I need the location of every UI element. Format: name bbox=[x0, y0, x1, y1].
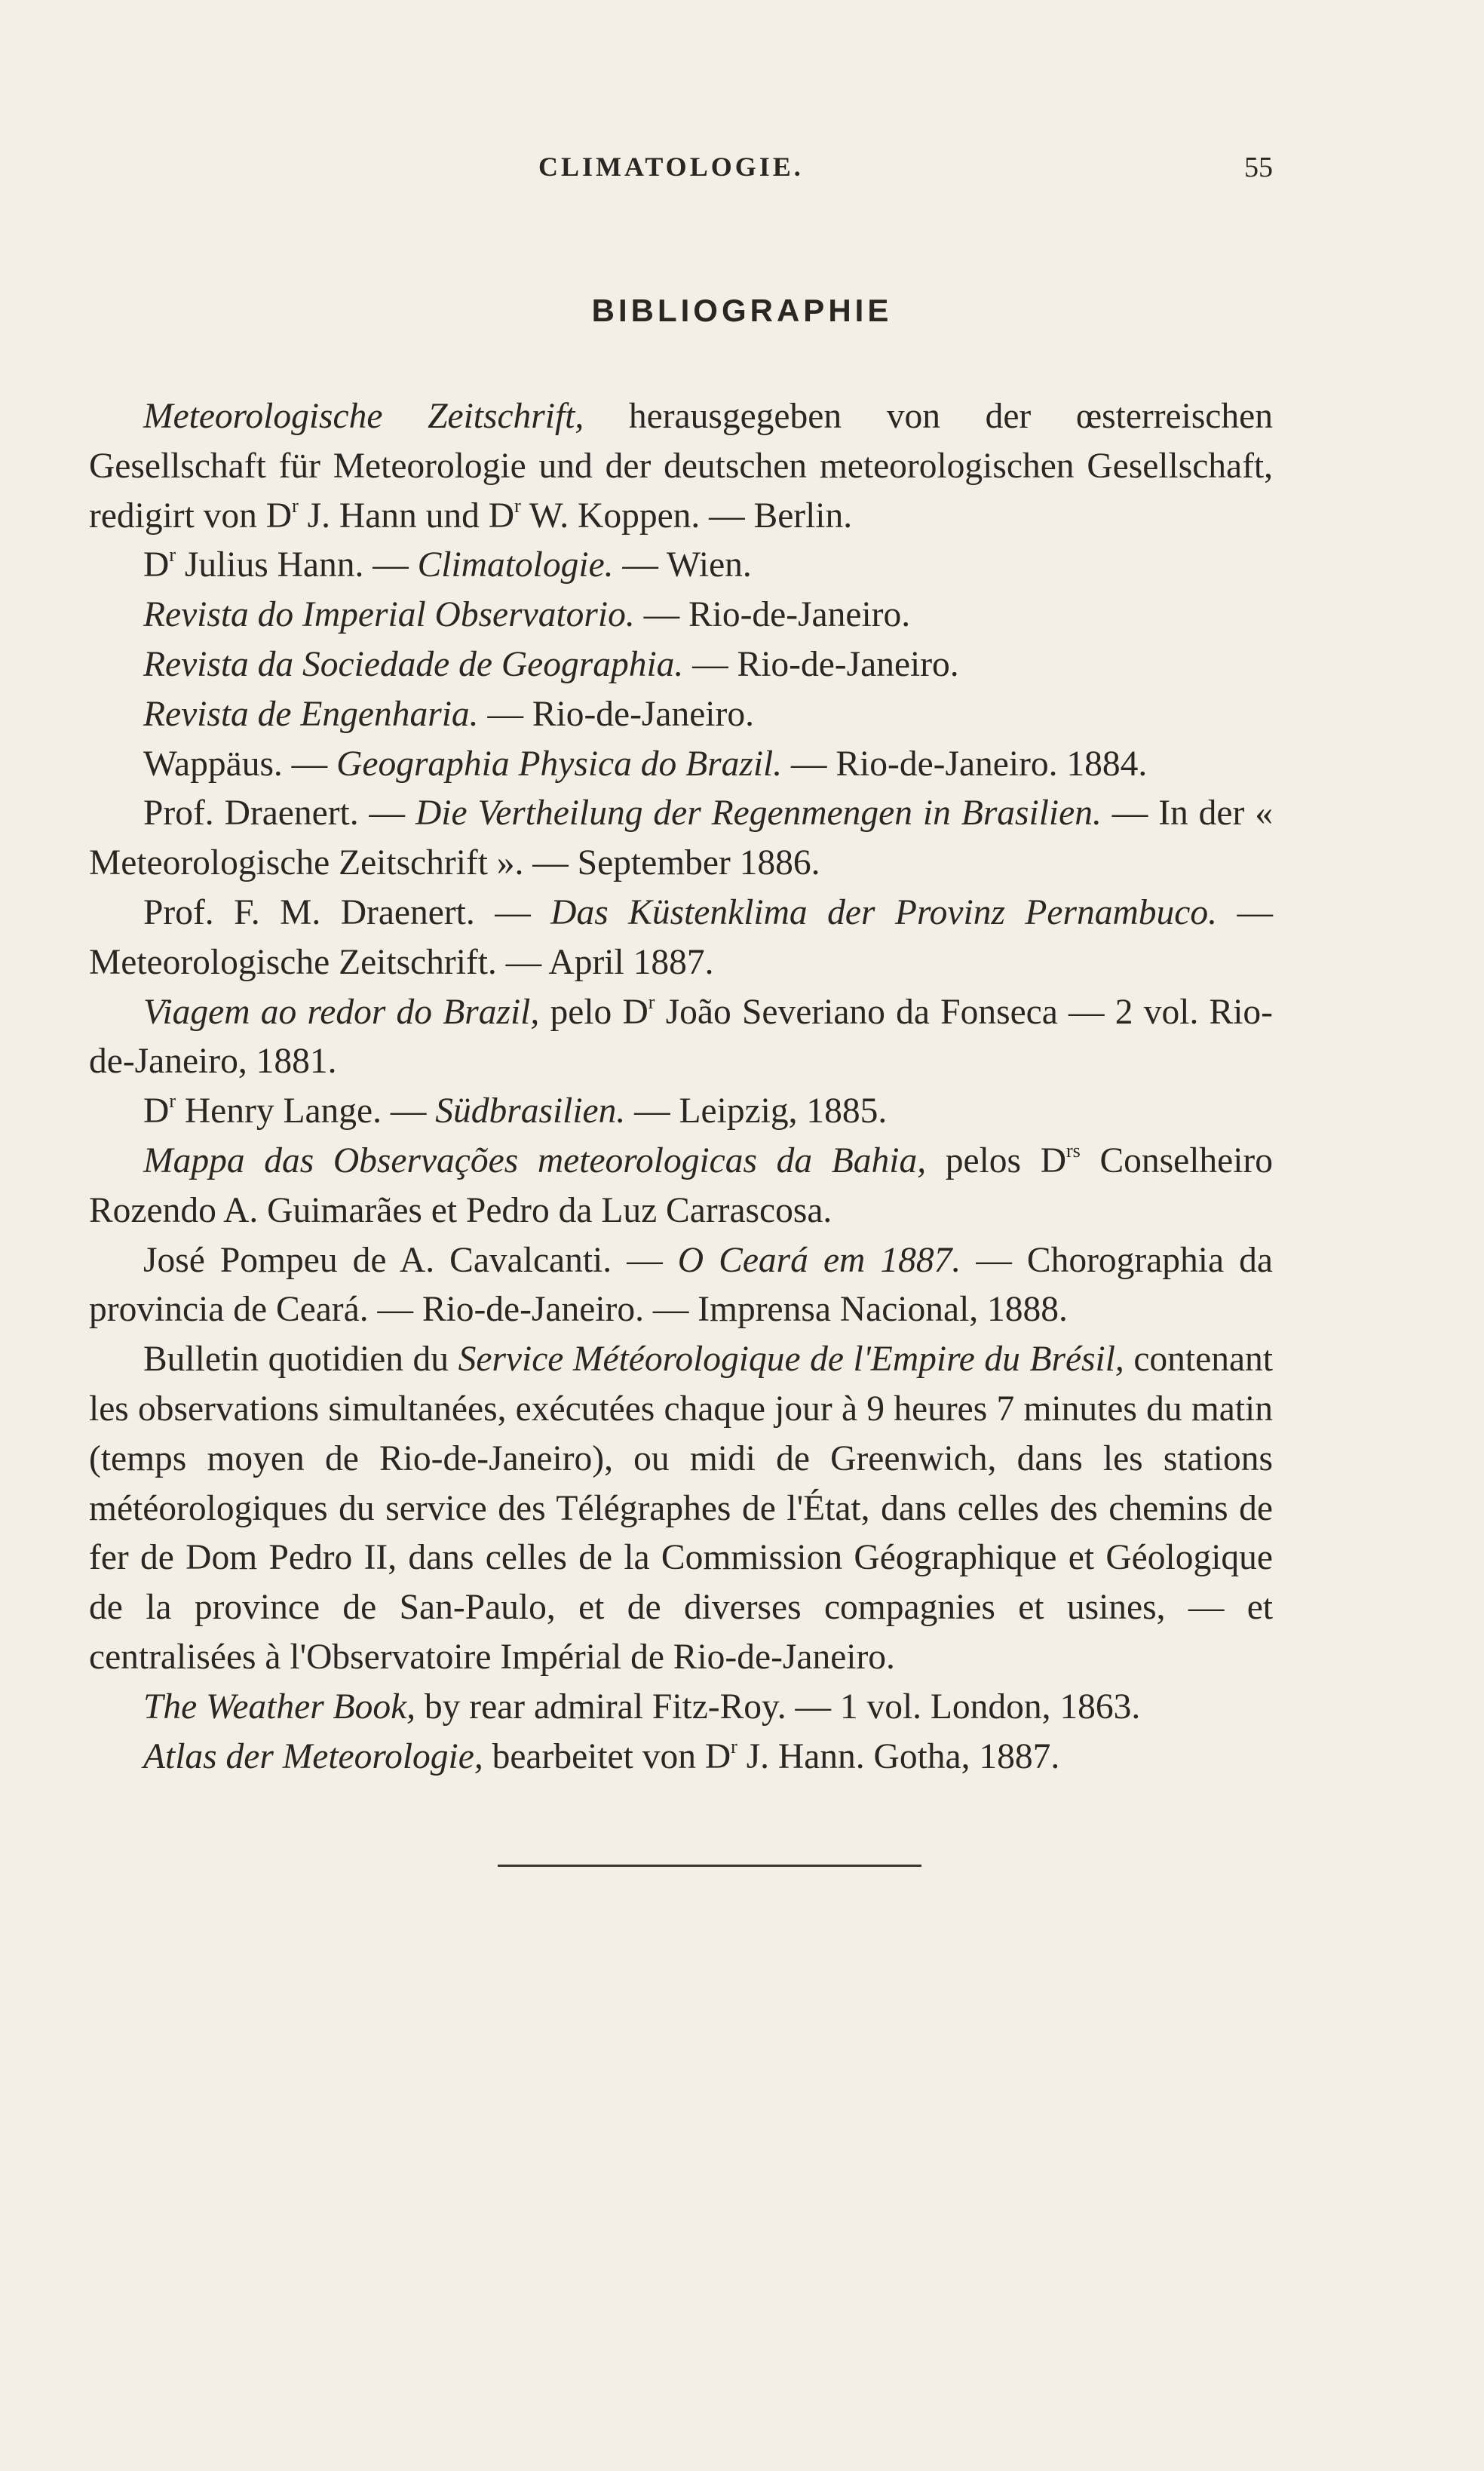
entry-text: — Rio-de-Janeiro. bbox=[634, 595, 911, 635]
bibliography-entry bbox=[89, 591, 1273, 640]
entry-text: — Chorographia da provincia de Ceará. — Rio-de-Janeiro. — Imprensa Nacional, 1888. bbox=[89, 1240, 1273, 1330]
bibliography-entry bbox=[89, 740, 1273, 790]
entry-title: O Ceará em 1887. bbox=[677, 1240, 961, 1280]
entry-text: — Leipzig, 1885. bbox=[625, 1091, 888, 1131]
bibliography-entry bbox=[89, 1236, 1273, 1336]
closing-rule bbox=[498, 1865, 921, 1867]
entry-text: — In der « Meteorologische Zeitschrift ». — September 1886. bbox=[89, 793, 1273, 883]
section-title: BIBLIOGRAPHIE bbox=[591, 293, 893, 328]
entry-text: — Wien. bbox=[613, 545, 752, 585]
entry-text: pelo D bbox=[539, 992, 648, 1032]
entry-title: Revista da Sociedade de Geographia. bbox=[143, 644, 684, 684]
entry-title: Südbrasilien. bbox=[435, 1091, 626, 1131]
entry-text: J. Hann und D bbox=[298, 496, 515, 536]
bibliography-entry bbox=[89, 392, 1273, 541]
entry-title: Meteorologische Zeitschrift, bbox=[143, 397, 584, 436]
entry-text: bearbeitet von D bbox=[483, 1736, 731, 1776]
superscript: r bbox=[731, 1735, 737, 1757]
entry-text: D bbox=[143, 545, 170, 585]
entry-text: Prof. Draenert. — bbox=[143, 793, 415, 833]
superscript: r bbox=[169, 1090, 176, 1113]
entry-title: Mappa das Observações meteorologicas da Bahia, bbox=[143, 1140, 927, 1180]
bibliography-entry bbox=[89, 1335, 1273, 1683]
bibliography-entry bbox=[89, 988, 1273, 1088]
entry-title: Das Küstenklima der Provinz Pernambuco. bbox=[550, 892, 1218, 932]
bibliography-entry bbox=[89, 690, 1273, 740]
superscript: r bbox=[292, 494, 299, 517]
entry-text: Prof. F. M. Draenert. — bbox=[143, 892, 551, 932]
bibliography-entry bbox=[89, 1137, 1273, 1236]
superscript: rs bbox=[1066, 1139, 1081, 1162]
entry-text: Conselheiro Rozendo A. Guimarães et Pedro da Luz Carrascosa. bbox=[89, 1140, 1273, 1230]
entry-text: Henry Lange. — bbox=[175, 1091, 436, 1131]
entry-text: José Pompeu de A. Cavalcanti. — bbox=[143, 1240, 678, 1280]
running-head bbox=[90, 151, 1273, 196]
entry-title: Climatologie. bbox=[417, 545, 614, 585]
entry-text: D bbox=[143, 1091, 170, 1131]
entry-title: Revista do Imperial Observatorio. bbox=[143, 595, 635, 635]
superscript: r bbox=[169, 544, 176, 566]
entry-title: Die Vertheilung der Regenmengen in Brasilien. bbox=[415, 793, 1102, 833]
superscript: r bbox=[648, 990, 655, 1013]
bibliography-entry bbox=[89, 541, 1273, 591]
page-number: 55 bbox=[1244, 152, 1273, 183]
entry-text: — Rio-de-Janeiro. 1884. bbox=[782, 744, 1148, 784]
bibliography-entry bbox=[89, 1683, 1273, 1733]
entry-title: Revista de Engenharia. bbox=[143, 694, 479, 734]
entry-text: J. Hann. Gotha, 1887. bbox=[737, 1736, 1060, 1776]
entry-title: Viagem ao redor do Brazil, bbox=[143, 992, 540, 1032]
entry-text: Wappäus. — bbox=[143, 744, 337, 784]
bibliography-entry bbox=[89, 1087, 1273, 1137]
entry-title: Service Météorologique de l'Empire du Brésil, bbox=[458, 1340, 1124, 1380]
entry-text: herausgegeben von der œsterreischen Gesellschaft für Meteorologie und der deutschen meteorologischen Gesellschaft, redigirt von D bbox=[89, 397, 1273, 536]
bibliography-list bbox=[89, 392, 1273, 1782]
entry-text: — Rio-de-Janeiro. bbox=[478, 694, 754, 734]
entry-text: — Rio-de-Janeiro. bbox=[683, 644, 959, 684]
entry-text: — Meteorologische Zeitschrift. — April 1887. bbox=[89, 892, 1273, 982]
bibliography-entry bbox=[89, 789, 1273, 889]
entry-title: Geographia Physica do Brazil. bbox=[336, 744, 783, 784]
running-title: CLIMATOLOGIE. bbox=[538, 152, 804, 182]
entry-title: Atlas der Meteorologie, bbox=[143, 1736, 483, 1776]
superscript: r bbox=[514, 494, 521, 517]
entry-text: João Severiano da Fonseca — 2 vol. Rio-de-Janeiro, 1881. bbox=[89, 992, 1273, 1082]
entry-text: W. Koppen. — Berlin. bbox=[520, 496, 853, 536]
bibliography-entry bbox=[89, 1733, 1273, 1782]
entry-text: by rear admiral Fitz-Roy. — 1 vol. London, 1863. bbox=[415, 1687, 1141, 1727]
entry-text: Bulletin quotidien du bbox=[143, 1340, 458, 1380]
entry-title: The Weather Book, bbox=[143, 1687, 416, 1727]
entry-text: Julius Hann. — bbox=[175, 545, 418, 585]
entry-text: contenant les observations simultanées, exécutées chaque jour à 9 heures 7 minutes du matin (temps moyen de Rio-de-Janeiro), ou midi de Greenwich, dans les stations météorologiques du service des Télégraphes de l'État, dans celles des chemins de fer de Dom Pedro II, dans celles de la Commission Géographique et Géologique de la province de San-Paulo, et de diverses compagnies et usines, — et centralisées à l'Observatoire Impérial de Rio-de-Janeiro. bbox=[89, 1340, 1273, 1677]
bibliography-entry bbox=[89, 640, 1273, 690]
entry-text: pelos D bbox=[926, 1140, 1067, 1180]
bibliography-entry bbox=[89, 889, 1273, 988]
